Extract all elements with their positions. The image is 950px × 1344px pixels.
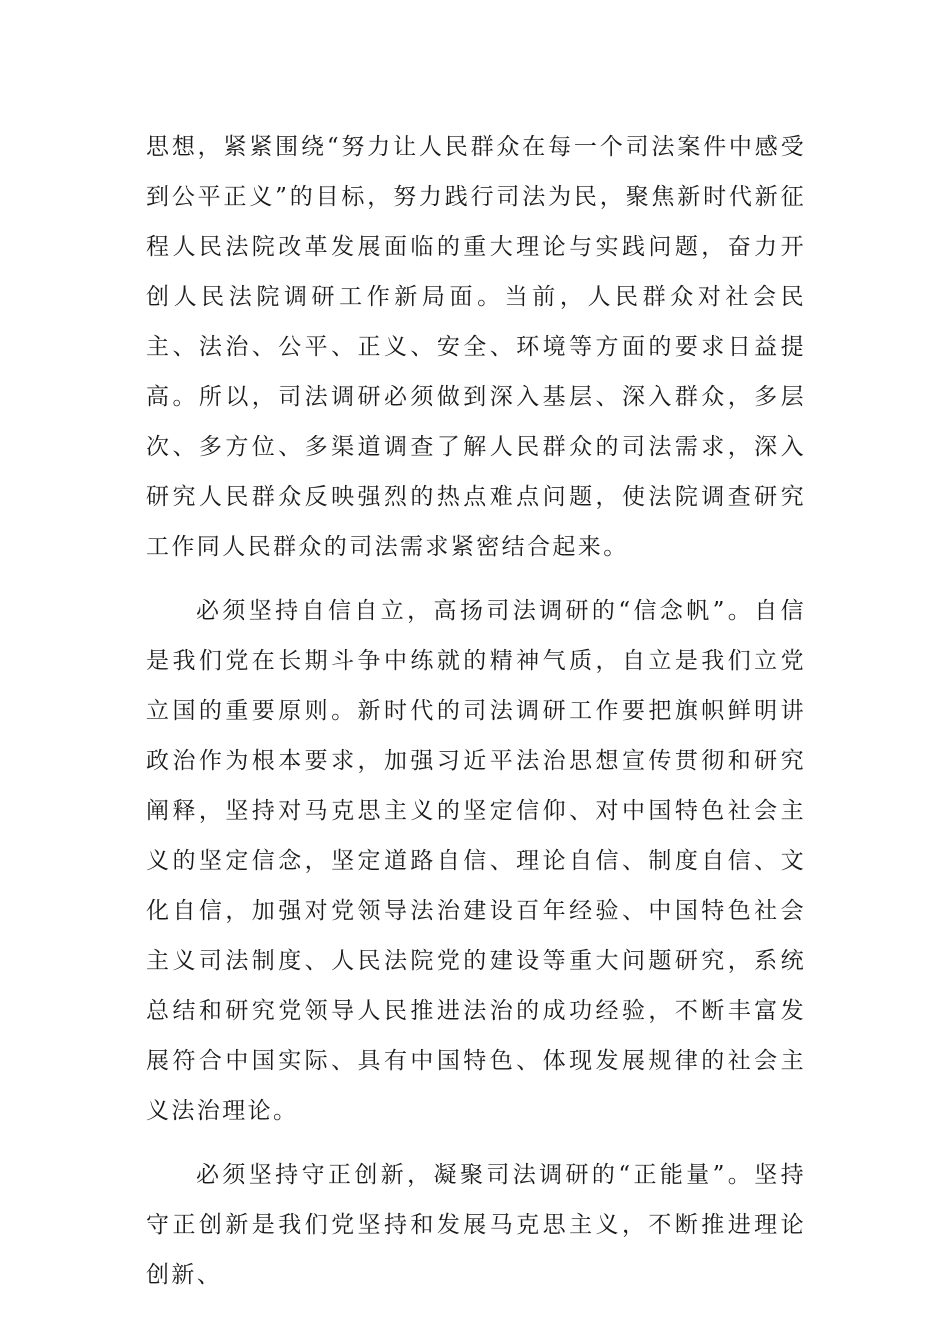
paragraph-self-confidence: 必须坚持自信自立，高扬司法调研的“信念帆”。自信是我们党在长期斗争中练就的精神气质，自立是我们立党立国的重要原则。新时代的司法调研工作要把旗帜鲜明讲政治作为根本要求，加强习近平法治思想宣传贯彻和研究阐释，坚持对马克思主义的坚定信仰、对中国特色社会主义的坚定信念，坚定道路自信、理论自信、制度自信、文化自信，加强对党领导法治建设百年经验、中国特色社会主义司法制度、人民法院党的建设等重大问题研究，系统总结和研究党领导人民推进法治的成功经验，不断丰富发展符合中国实际、具有中国特色、体现发展规律的社会主义法治理论。 <box>146 598 806 1124</box>
document-body <box>146 122 806 1300</box>
paragraph-continuation: 思想，紧紧围绕“努力让人民群众在每一个司法案件中感受到公平正义”的目标，努力践行司法为民，聚焦新时代新征程人民法院改革发展面临的重大理论与实践问题，奋力开创人民法院调研工作新局面。当前，人民群众对社会民主、法治、公平、正义、安全、环境等方面的要求日益提高。所以，司法调研必须做到深入基层、深入群众，多层次、多方位、多渠道调查了解人民群众的司法需求，深入研究人民群众反映强烈的热点难点问题，使法院调查研究工作同人民群众的司法需求紧密结合起来。 <box>146 134 806 560</box>
paragraph-innovation: 必须坚持守正创新，凝聚司法调研的“正能量”。坚持守正创新是我们党坚持和发展马克思主义，不断推进理论创新、 <box>146 1162 806 1288</box>
